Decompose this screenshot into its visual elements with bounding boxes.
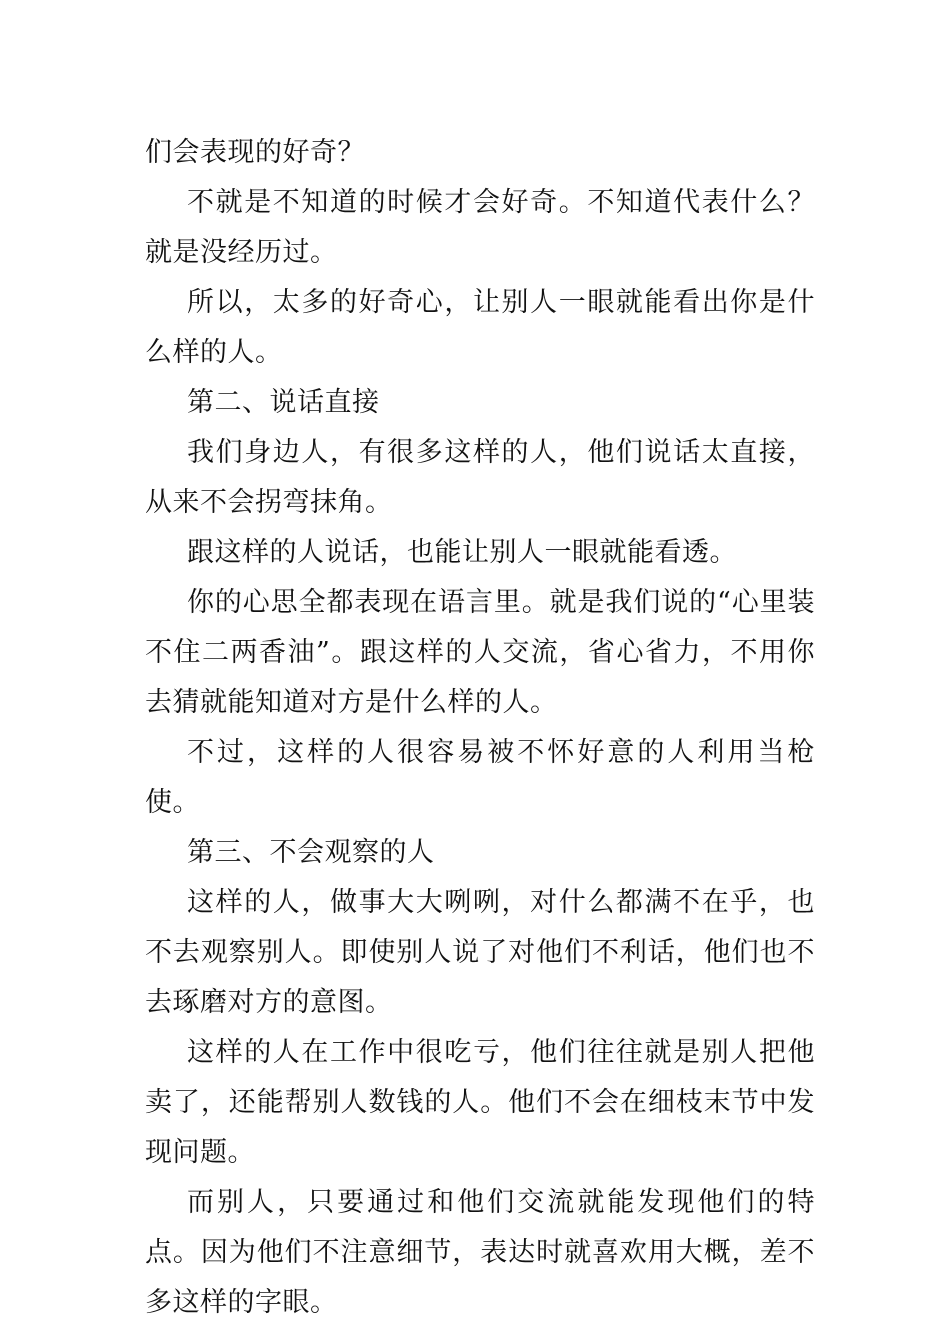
paragraph: 而别人，只要通过和他们交流就能发现他们的特点。因为他们不注意细节，表达时就喜欢用大概，差不多这样的字眼。 (145, 1187, 815, 1318)
document-body (145, 128, 815, 1328)
paragraph: 这样的人在工作中很吃亏，他们往往就是别人把他卖了，还能帮别人数钱的人。他们不会在细枝末节中发现问题。 (145, 1037, 815, 1168)
paragraph-continuation: 们会表现的好奇？ (145, 137, 365, 168)
paragraph: 不就是不知道的时候才会好奇。不知道代表什么？就是没经历过。 (145, 187, 815, 268)
section-heading-3: 第三、不会观察的人 (187, 837, 435, 868)
paragraph: 不过，这样的人很容易被不怀好意的人利用当枪使。 (145, 737, 815, 818)
paragraph: 你的心思全都表现在语言里。就是我们说的“心里装不住二两香油”。跟这样的人交流，省心省力，不用你去猜就能知道对方是什么样的人。 (145, 587, 815, 718)
paragraph: 所以，太多的好奇心，让别人一眼就能看出你是什么样的人。 (145, 287, 815, 368)
paragraph: 跟这样的人说话，也能让别人一眼就能看透。 (187, 537, 737, 568)
paragraph: 我们身边人，有很多这样的人，他们说话太直接，从来不会拐弯抹角。 (145, 437, 815, 518)
section-heading-2: 第二、说话直接 (187, 387, 380, 418)
paragraph: 这样的人，做事大大咧咧，对什么都满不在乎，也不去观察别人。即使别人说了对他们不利话，他们也不去琢磨对方的意图。 (145, 887, 815, 1018)
